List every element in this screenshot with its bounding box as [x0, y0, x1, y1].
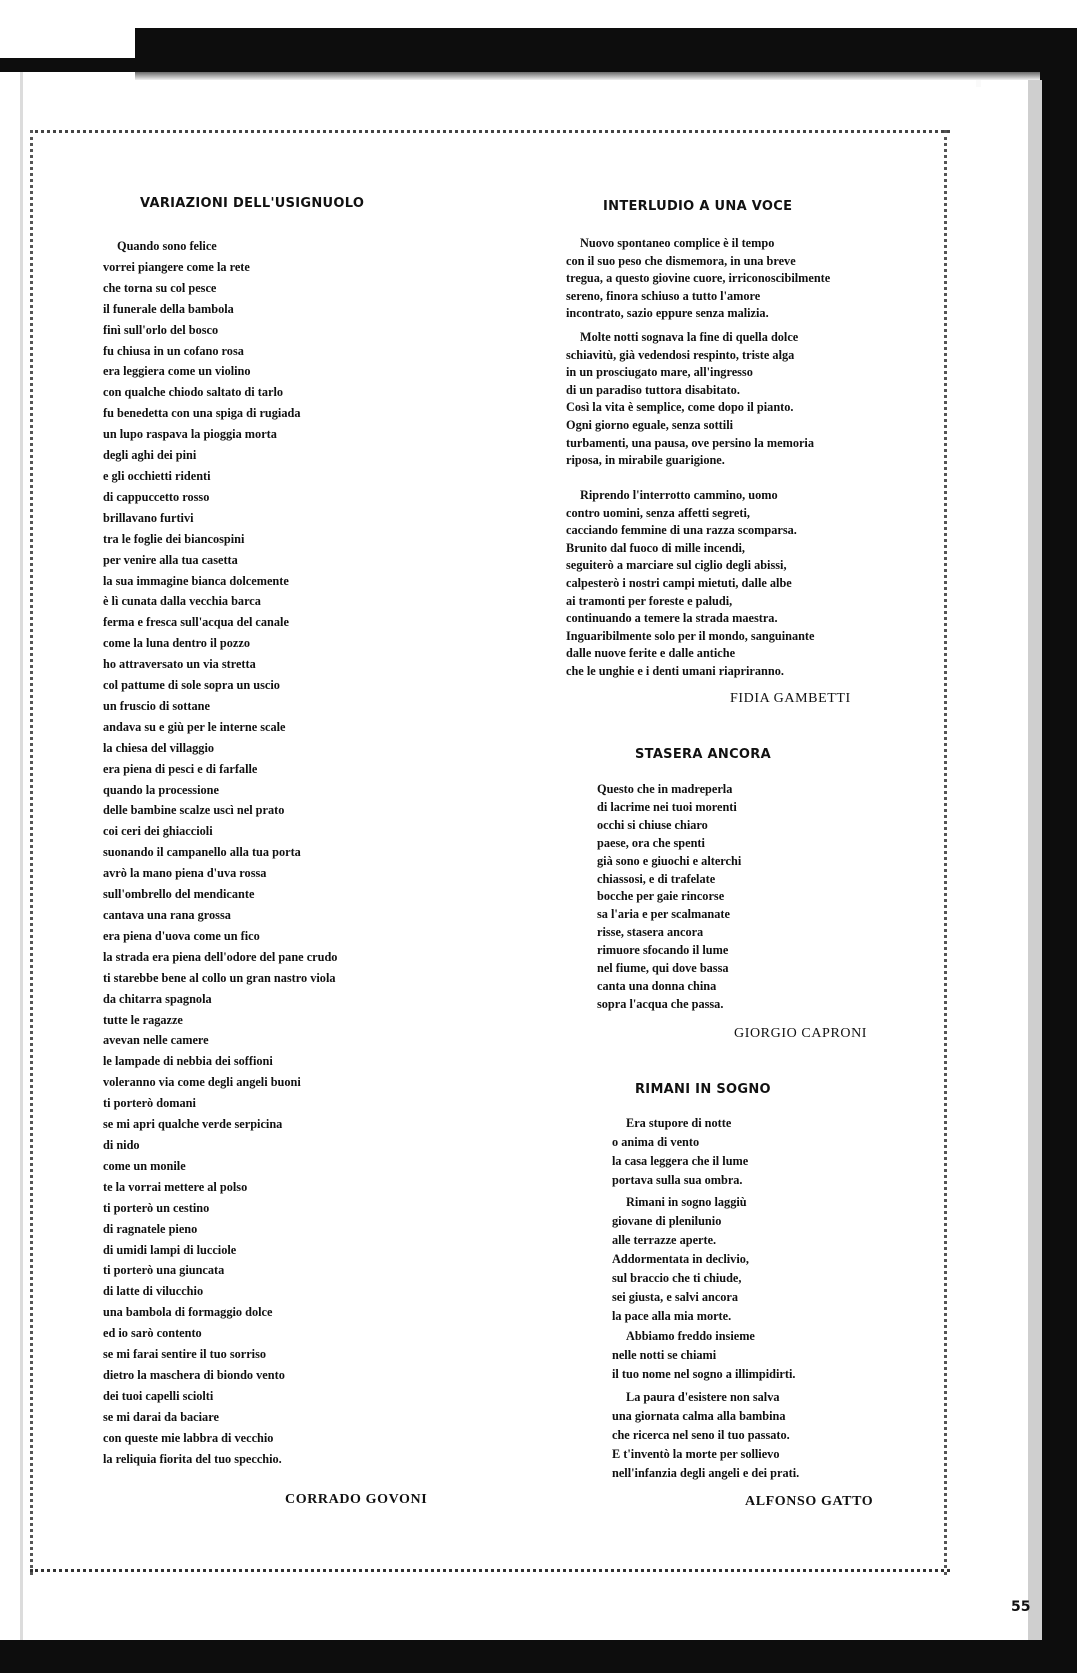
scan-edge-top	[0, 28, 1077, 72]
verse-line: di cappuccetto rosso	[103, 489, 210, 504]
verse-line: canta una donna china	[597, 978, 717, 993]
prose-line: in un prosciugato mare, all'ingresso	[566, 365, 753, 380]
verse-line: con qualche chiodo saltato di tarlo	[103, 385, 284, 400]
scan-edge-right	[1040, 28, 1077, 1673]
prose-line: Ogni giorno eguale, senza sottili	[566, 417, 734, 432]
verse-line: sa l'aria e per scalmanate	[597, 907, 730, 922]
verse-line: andava su e giù per le interne scale	[103, 719, 286, 734]
verse-line: sopra l'acqua che passa.	[597, 996, 724, 1011]
verse-line: che ricerca nel seno il tuo passato.	[612, 1428, 790, 1442]
verse-line: nelle notti se chiami	[612, 1348, 717, 1362]
poem-paragraph	[566, 235, 896, 323]
poem-stanza	[612, 1114, 748, 1190]
border-bottom	[30, 1569, 950, 1575]
verse-line: sull'ombrello del mendicante	[103, 887, 255, 902]
prose-line: Brunito dal fuoco di mille incendi,	[566, 540, 746, 555]
verse-line: Addormentata in declivio,	[612, 1252, 749, 1266]
verse-line: ti porterò un cestino	[103, 1200, 210, 1215]
verse-line: o anima di vento	[612, 1135, 700, 1149]
prose-line: incontrato, sazio eppure senza malizia.	[566, 306, 769, 321]
poem-author: GIORGIO CAPRONI	[734, 1026, 868, 1041]
poem-title: STASERA ANCORA	[635, 747, 771, 762]
poem-title: RIMANI IN SOGNO	[635, 1082, 771, 1097]
prose-line: turbamenti, una pausa, ove persino la memoria	[566, 435, 814, 450]
page-number: 55	[1011, 1599, 1031, 1615]
verse-line: che torna su col pesce	[103, 280, 217, 295]
verse-line: vorrei piangere come la rete	[103, 259, 250, 274]
prose-line: Riprendo l'interrotto cammino, uomo	[580, 488, 778, 502]
verse-line: delle bambine scalze uscì nel prato	[103, 803, 285, 818]
verse-line: la casa leggera che il lume	[612, 1154, 749, 1168]
verse-line: cantava una rana grossa	[103, 908, 231, 922]
verse-line: da chitarra spagnola	[103, 991, 212, 1006]
border-left	[30, 130, 36, 1575]
poem-title: VARIAZIONI DELL'USIGNUOLO	[140, 196, 365, 211]
verse-line: nell'infanzia degli angeli e dei prati.	[612, 1466, 800, 1480]
verse-line: brillavano furtivi	[103, 510, 194, 525]
verse-line: ed io sarò contento	[103, 1326, 202, 1341]
verse-line: paese, ora che spenti	[597, 835, 705, 850]
verse-line: Quando sono felice	[117, 239, 217, 253]
verse-line: di lacrime nei tuoi morenti	[597, 799, 737, 814]
prose-line: Così la vita è semplice, come dopo il pianto.	[566, 400, 794, 415]
verse-line: ferma e fresca sull'acqua del canale	[103, 615, 289, 630]
verse-line: il tuo nome nel sogno a illimpidirti.	[612, 1367, 796, 1381]
prose-line: seguiterò a marciare sul ciglio degli abissi,	[566, 558, 787, 573]
border-right	[944, 130, 950, 1575]
verse-line: E t'inventò la morte per sollievo	[612, 1447, 780, 1461]
prose-line: Inguaribilmente solo per il mondo, sanguinante	[566, 628, 815, 643]
scan-edge-bottom	[0, 1640, 1077, 1673]
poem-author: CORRADO GOVONI	[285, 1492, 428, 1507]
verse-line: alle terrazze aperte.	[612, 1233, 717, 1247]
prose-line: ai tramonti per foreste e paludi,	[566, 593, 733, 608]
verse-line: Era stupore di notte	[626, 1116, 732, 1130]
scan-paper-corner	[0, 28, 135, 58]
poem-stanza	[612, 1388, 799, 1483]
verse-line: Abbiamo freddo insieme	[626, 1329, 755, 1343]
poem-lines	[103, 236, 337, 1469]
verse-line: ti porterò una giuncata	[103, 1263, 225, 1278]
verse-line: sei giusta, e salvi ancora	[612, 1290, 739, 1304]
verse-line: fu benedetta con una spiga di rugiada	[103, 406, 301, 421]
verse-line: la reliquia fiorita del tuo specchio.	[103, 1451, 282, 1466]
verse-line: suonando il campanello alla tua porta	[103, 845, 301, 860]
verse-line: degli aghi dei pini	[103, 448, 197, 463]
verse-line: di latte di vilucchio	[103, 1284, 204, 1299]
verse-line: per venire alla tua casetta	[103, 552, 238, 567]
verse-line: ti porterò domani	[103, 1096, 196, 1111]
verse-line: la chiesa del villaggio	[103, 740, 215, 755]
verse-line: risse, stasera ancora	[597, 925, 704, 940]
verse-line: occhi si chiuse chiaro	[597, 817, 708, 832]
prose-line: calpesterò i nostri campi mietuti, dalle albe	[566, 575, 792, 590]
prose-line: riposa, in mirabile guarigione.	[566, 453, 725, 468]
verse-line: la strada era piena dell'odore del pane crudo	[103, 949, 338, 964]
verse-line: col pattume di sole sopra un uscio	[103, 678, 280, 693]
poem-author: FIDIA GAMBETTI	[730, 691, 851, 706]
poem-stanza	[612, 1193, 749, 1326]
verse-line: quando la processione	[103, 782, 219, 797]
verse-line: tra le foglie dei biancospini	[103, 531, 245, 546]
verse-line: fu chiusa in un cofano rosa	[103, 343, 244, 358]
scan-shadow	[135, 72, 1040, 80]
verse-line: era piena d'uova come un fico	[103, 928, 260, 943]
prose-line: sereno, finora schiuso a tutto l'amore	[566, 288, 761, 303]
verse-line: avevan nelle camere	[103, 1033, 209, 1048]
verse-line: Rimani in sogno laggiù	[626, 1195, 747, 1209]
verse-line: ti starebbe bene al collo un gran nastro viola	[103, 970, 336, 985]
verse-line: la sua immagine bianca dolcemente	[103, 573, 289, 588]
verse-line: come un monile	[103, 1158, 186, 1173]
verse-line: di ragnatele pieno	[103, 1221, 198, 1236]
prose-line: contro uomini, senza affetti segreti,	[566, 505, 750, 520]
poem-author: ALFONSO GATTO	[745, 1494, 874, 1509]
verse-line: di umidi lampi di lucciole	[103, 1242, 237, 1257]
verse-line: una bambola di formaggio dolce	[103, 1305, 273, 1320]
verse-line: nel fiume, qui dove bassa	[597, 961, 729, 976]
scan-speck	[976, 80, 981, 87]
verse-line: dietro la maschera di biondo vento	[103, 1367, 285, 1382]
prose-line: Nuovo spontaneo complice è il tempo	[580, 236, 775, 250]
scan-page-edge-right	[1028, 80, 1042, 1640]
verse-line: giovane di plenilunio	[612, 1214, 722, 1228]
verse-line: un lupo raspava la pioggia morta	[103, 427, 277, 442]
verse-line: ho attraversato un via stretta	[103, 657, 256, 672]
scan-margin-top	[0, 0, 1077, 28]
verse-line: La paura d'esistere non salva	[626, 1390, 780, 1404]
prose-line: cacciando femmine di una razza scomparsa.	[566, 523, 797, 538]
verse-line: se mi apri qualche verde serpicina	[103, 1117, 283, 1132]
verse-line: Questo che in madreperla	[597, 782, 733, 796]
verse-line: era leggiera come un violino	[103, 364, 251, 379]
prose-line: con il suo peso che dismemora, in una breve	[566, 253, 796, 268]
verse-line: è lì cunata dalla vecchia barca	[103, 594, 261, 609]
verse-line: portava sulla sua ombra.	[612, 1173, 743, 1187]
verse-line: di nido	[103, 1137, 140, 1152]
verse-line: con queste mie labbra di vecchio	[103, 1430, 274, 1445]
scan-page-edge-left	[20, 72, 23, 1640]
verse-line: tutte le ragazze	[103, 1012, 183, 1027]
verse-line: le lampade di nebbia dei soffioni	[103, 1054, 273, 1069]
verse-line: come la luna dentro il pozzo	[103, 636, 250, 651]
prose-line: dalle nuove ferite e dalle antiche	[566, 646, 736, 661]
prose-line: schiavitù, già vedendosi respinto, triste alga	[566, 347, 795, 362]
verse-line: bocche per gaie rincorse	[597, 889, 725, 904]
verse-line: sul braccio che ti chiude,	[612, 1271, 742, 1285]
poem-paragraph	[566, 487, 896, 681]
prose-line: che le unghie e i denti umani riapriranno.	[566, 663, 784, 678]
verse-line: te la vorrai mettere al polso	[103, 1179, 248, 1194]
verse-line: un fruscio di sottane	[103, 698, 210, 713]
verse-line: voleranno via come degli angeli buoni	[103, 1075, 301, 1090]
poem-lines	[597, 781, 741, 1014]
verse-line: se mi farai sentire il tuo sorriso	[103, 1347, 267, 1362]
border-top	[30, 130, 950, 136]
verse-line: la pace alla mia morte.	[612, 1309, 732, 1323]
verse-line: chiassosi, e di trafelate	[597, 871, 716, 886]
verse-line: coi ceri dei ghiaccioli	[103, 824, 213, 839]
verse-line: se mi darai da baciare	[103, 1409, 219, 1424]
verse-line: e gli occhietti ridenti	[103, 468, 211, 483]
prose-line: tregua, a questo giovine cuore, irriconoscibilmente	[566, 271, 831, 286]
verse-line: avrò la mano piena d'uva rossa	[103, 866, 267, 881]
poem-stanza	[612, 1327, 795, 1384]
prose-line: di un paradiso tuttora disabitato.	[566, 382, 740, 397]
verse-line: era piena di pesci e di farfalle	[103, 761, 258, 776]
prose-line: Molte notti sognava la fine di quella dolce	[580, 330, 799, 344]
verse-line: il funerale della bambola	[103, 301, 234, 316]
poem-title: INTERLUDIO A UNA VOCE	[603, 199, 793, 214]
verse-line: una giornata calma alla bambina	[612, 1409, 786, 1423]
verse-line: rimuore sfocando il lume	[597, 943, 729, 958]
verse-line: già sono e giuochi e alterchi	[597, 853, 742, 868]
prose-line: continuando a temere la strada maestra.	[566, 611, 778, 626]
poem-paragraph	[566, 329, 896, 470]
verse-line: finì sull'orlo del bosco	[103, 322, 219, 337]
verse-line: dei tuoi capelli sciolti	[103, 1388, 214, 1403]
